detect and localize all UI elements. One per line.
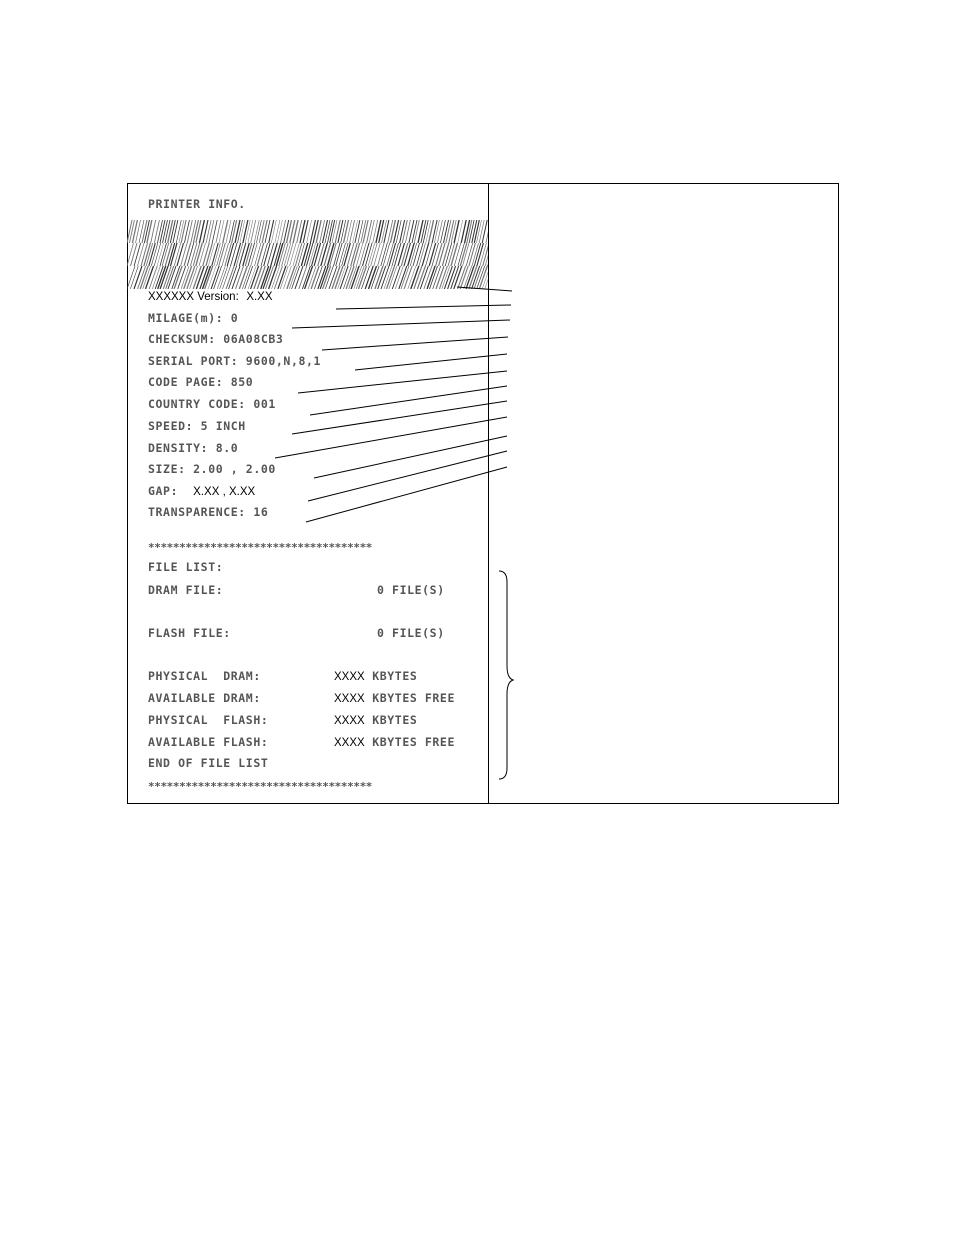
- physical-flash-value: XXXX KBYTES: [334, 713, 418, 727]
- callout-line-speed: [292, 401, 507, 434]
- gap-label: GAP:: [148, 484, 179, 498]
- callout-line-pattern: [457, 287, 512, 291]
- available-flash-label: AVAILABLE FLASH:: [148, 735, 269, 749]
- callout-line-code-page: [298, 371, 507, 393]
- milage-line: MILAGE(m): 0: [148, 311, 239, 325]
- callout-line-version: [336, 305, 511, 309]
- callout-line-serial-port: [355, 354, 507, 370]
- printout-title: PRINTER INFO.: [148, 197, 246, 211]
- country-code-line: COUNTRY CODE: 001: [148, 397, 276, 411]
- callout-line-checksum: [322, 337, 508, 350]
- separator-bottom: ************************************: [148, 780, 373, 793]
- physical-dram-value: XXXX KBYTES: [334, 669, 418, 683]
- flash-file-label: FLASH FILE:: [148, 626, 231, 640]
- dram-file-value: 0 FILE(S): [377, 583, 445, 597]
- separator-top: ************************************: [148, 541, 373, 554]
- size-line: SIZE: 2.00 , 2.00: [148, 462, 276, 476]
- version-label: XXXXXX Version:: [148, 291, 239, 303]
- available-dram-value: XXXX KBYTES FREE: [334, 691, 455, 705]
- density-line: DENSITY: 8.0: [148, 441, 239, 455]
- file-list-heading: FILE LIST:: [148, 560, 224, 574]
- code-page-line: CODE PAGE: 850: [148, 375, 254, 389]
- physical-dram-label: PHYSICAL DRAM:: [148, 669, 261, 683]
- flash-file-value: 0 FILE(S): [377, 626, 445, 640]
- serial-port-line: SERIAL PORT: 9600,N,8,1: [148, 354, 322, 368]
- physical-flash-label: PHYSICAL FLASH:: [148, 713, 269, 727]
- speed-line: SPEED: 5 INCH: [148, 419, 246, 433]
- dram-file-label: DRAM FILE:: [148, 583, 224, 597]
- gap-value: X.XX , X.XX: [193, 486, 256, 498]
- callout-line-milage: [292, 320, 510, 328]
- callout-line-transparence: [306, 467, 507, 522]
- version-value: X.XX: [246, 291, 273, 303]
- end-of-file-list: END OF FILE LIST: [148, 756, 269, 770]
- callout-line-density: [275, 417, 507, 458]
- file-list-brace: [499, 571, 513, 779]
- available-flash-value: XXXX KBYTES FREE: [334, 735, 455, 749]
- checksum-line: CHECKSUM: 06A08CB3: [148, 332, 284, 346]
- available-dram-label: AVAILABLE DRAM:: [148, 691, 261, 705]
- callout-line-gap: [308, 451, 507, 501]
- transparence-line: TRANSPARENCE: 16: [148, 505, 269, 519]
- callout-line-country-code: [310, 386, 507, 415]
- callout-line-size: [314, 436, 507, 478]
